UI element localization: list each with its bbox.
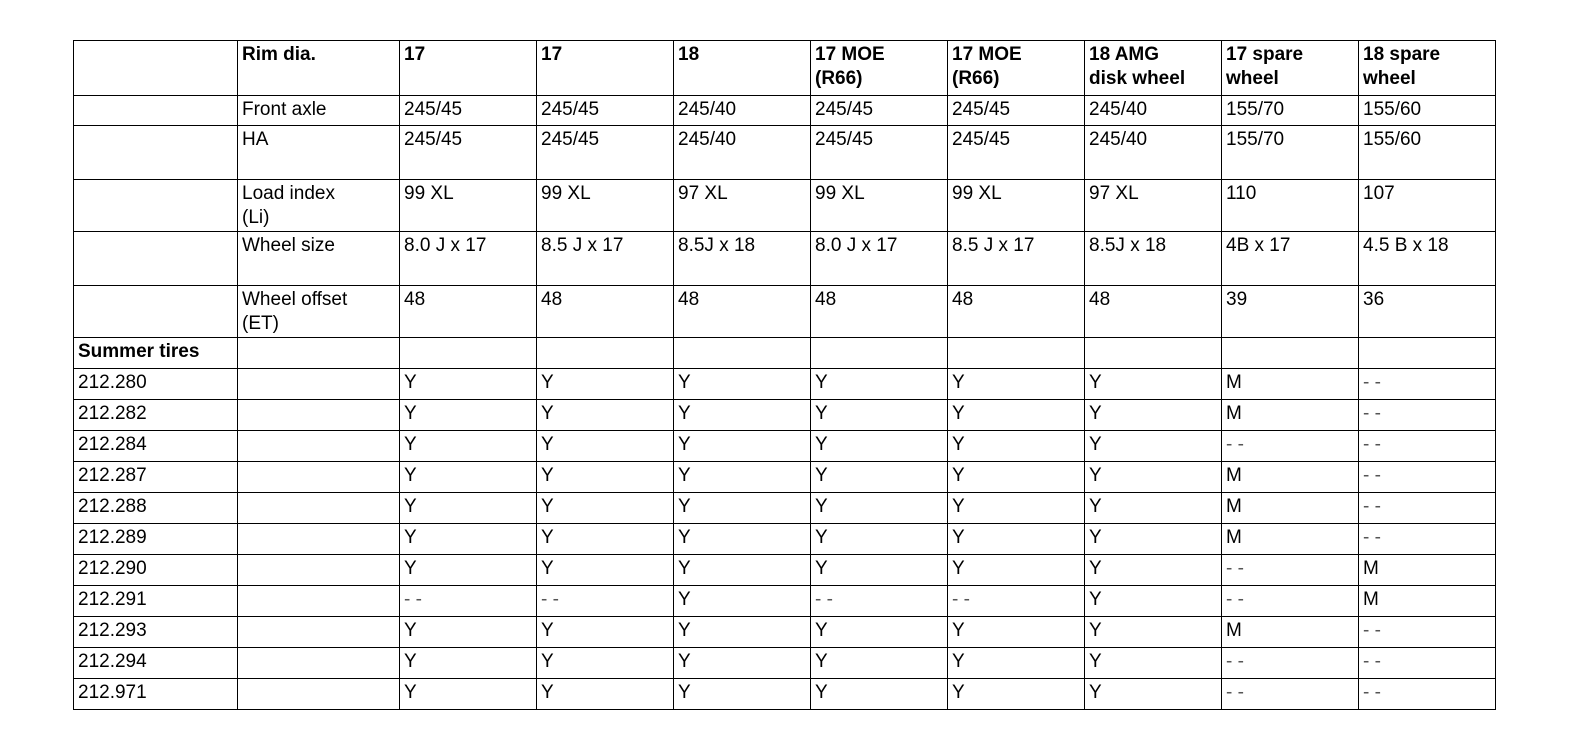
compatibility-cell: Y [811, 617, 948, 648]
column-header: 17 [400, 41, 537, 96]
spec-value: 155/70 [1222, 96, 1359, 126]
compatibility-cell: - - [1222, 555, 1359, 586]
compatibility-cell: Y [400, 648, 537, 679]
compatibility-cell: Y [674, 462, 811, 493]
compatibility-cell: Y [674, 617, 811, 648]
compatibility-cell: - - [811, 586, 948, 617]
spec-value: 8.5J x 18 [674, 232, 811, 286]
compatibility-cell: Y [400, 617, 537, 648]
empty-cell [811, 338, 948, 369]
compatibility-cell: Y [948, 400, 1085, 431]
table-row [74, 555, 1496, 586]
spec-row [74, 180, 1496, 232]
spec-value: 99 XL [537, 180, 674, 232]
compatibility-cell: Y [537, 462, 674, 493]
model-number: 212.294 [74, 648, 238, 679]
spec-value: 107 [1359, 180, 1496, 232]
compatibility-cell: Y [674, 400, 811, 431]
spec-value: 48 [400, 286, 537, 338]
empty-corner-cell [74, 41, 238, 96]
spec-value: 99 XL [400, 180, 537, 232]
compatibility-cell: M [1222, 462, 1359, 493]
empty-cell [74, 126, 238, 180]
compatibility-cell: Y [811, 648, 948, 679]
spec-row [74, 96, 1496, 126]
empty-cell [238, 338, 400, 369]
compatibility-cell: Y [674, 648, 811, 679]
compatibility-cell: Y [811, 400, 948, 431]
spec-value: 245/45 [537, 96, 674, 126]
table-header-row [74, 41, 1496, 96]
column-header: 18 AMG disk wheel [1085, 41, 1222, 96]
column-header: 17 MOE (R66) [948, 41, 1085, 96]
spec-value: 245/45 [400, 126, 537, 180]
compatibility-cell: Y [1085, 400, 1222, 431]
model-number: 212.290 [74, 555, 238, 586]
model-number: 212.280 [74, 369, 238, 400]
compatibility-cell: Y [948, 369, 1085, 400]
column-header: 18 spare wheel [1359, 41, 1496, 96]
spec-value: 245/40 [674, 96, 811, 126]
spec-value: 4B x 17 [1222, 232, 1359, 286]
spec-label: Front axle [238, 96, 400, 126]
empty-cell [238, 648, 400, 679]
empty-cell [74, 180, 238, 232]
compatibility-cell: - - [1222, 679, 1359, 710]
spec-value: 8.0 J x 17 [400, 232, 537, 286]
spec-value: 245/45 [400, 96, 537, 126]
spec-row [74, 232, 1496, 286]
compatibility-cell: Y [400, 679, 537, 710]
empty-cell [238, 431, 400, 462]
model-number: 212.971 [74, 679, 238, 710]
compatibility-cell: Y [948, 679, 1085, 710]
compatibility-cell: Y [948, 524, 1085, 555]
compatibility-cell: Y [1085, 555, 1222, 586]
spec-value: 245/45 [948, 96, 1085, 126]
compatibility-cell: Y [400, 555, 537, 586]
table-row [74, 493, 1496, 524]
compatibility-cell: Y [948, 431, 1085, 462]
compatibility-cell: - - [1359, 400, 1496, 431]
compatibility-cell: Y [537, 555, 674, 586]
compatibility-cell: Y [537, 648, 674, 679]
compatibility-cell: Y [1085, 431, 1222, 462]
compatibility-cell: M [1222, 524, 1359, 555]
section-label: Summer tires [74, 338, 238, 369]
compatibility-cell: - - [1359, 524, 1496, 555]
column-header: 17 spare wheel [1222, 41, 1359, 96]
empty-cell [238, 400, 400, 431]
compatibility-cell: Y [674, 524, 811, 555]
compatibility-cell: Y [948, 555, 1085, 586]
compatibility-cell: Y [400, 431, 537, 462]
empty-cell [674, 338, 811, 369]
spec-value: 245/40 [1085, 96, 1222, 126]
compatibility-cell: Y [400, 400, 537, 431]
empty-cell [238, 493, 400, 524]
spec-row [74, 126, 1496, 180]
empty-cell [74, 232, 238, 286]
compatibility-cell: - - [1359, 493, 1496, 524]
compatibility-cell: Y [400, 524, 537, 555]
spec-label: Wheel size [238, 232, 400, 286]
spec-value: 48 [537, 286, 674, 338]
compatibility-cell: Y [674, 679, 811, 710]
empty-cell [238, 462, 400, 493]
compatibility-cell: Y [1085, 648, 1222, 679]
table-row [74, 617, 1496, 648]
compatibility-cell: Y [537, 617, 674, 648]
compatibility-cell: Y [811, 493, 948, 524]
compatibility-cell: Y [1085, 493, 1222, 524]
compatibility-cell: Y [948, 617, 1085, 648]
spec-value: 97 XL [1085, 180, 1222, 232]
spec-value: 245/45 [537, 126, 674, 180]
column-header: 17 [537, 41, 674, 96]
empty-cell [537, 338, 674, 369]
model-number: 212.293 [74, 617, 238, 648]
compatibility-cell: Y [811, 431, 948, 462]
compatibility-cell: - - [1359, 431, 1496, 462]
compatibility-cell: - - [537, 586, 674, 617]
rim-diameter-label: Rim dia. [238, 41, 400, 96]
spec-value: 155/60 [1359, 96, 1496, 126]
empty-cell [238, 617, 400, 648]
spec-value: 110 [1222, 180, 1359, 232]
compatibility-cell: - - [1359, 679, 1496, 710]
compatibility-cell: Y [674, 493, 811, 524]
tire-compatibility-table [73, 40, 1496, 710]
compatibility-cell: Y [537, 400, 674, 431]
compatibility-cell: Y [1085, 679, 1222, 710]
spec-value: 8.5 J x 17 [948, 232, 1085, 286]
compatibility-cell: Y [1085, 462, 1222, 493]
compatibility-cell: Y [1085, 524, 1222, 555]
empty-cell [400, 338, 537, 369]
spec-value: 8.5 J x 17 [537, 232, 674, 286]
table-row [74, 586, 1496, 617]
compatibility-cell: Y [811, 555, 948, 586]
compatibility-cell: - - [1359, 462, 1496, 493]
compatibility-cell: - - [948, 586, 1085, 617]
spec-value: 97 XL [674, 180, 811, 232]
empty-cell [74, 286, 238, 338]
table-row [74, 431, 1496, 462]
compatibility-cell: M [1222, 400, 1359, 431]
table-row [74, 524, 1496, 555]
compatibility-cell: Y [948, 493, 1085, 524]
empty-cell [1222, 338, 1359, 369]
compatibility-cell: Y [811, 462, 948, 493]
compatibility-cell: Y [537, 431, 674, 462]
compatibility-cell: M [1222, 617, 1359, 648]
compatibility-cell: Y [537, 524, 674, 555]
compatibility-cell: M [1359, 555, 1496, 586]
table-row [74, 462, 1496, 493]
spec-value: 4.5 B x 18 [1359, 232, 1496, 286]
compatibility-cell: Y [400, 369, 537, 400]
compatibility-cell: Y [674, 369, 811, 400]
table-row [74, 679, 1496, 710]
compatibility-cell: Y [400, 493, 537, 524]
compatibility-cell: Y [811, 369, 948, 400]
table-row [74, 400, 1496, 431]
spec-value: 155/70 [1222, 126, 1359, 180]
spec-value: 155/60 [1359, 126, 1496, 180]
compatibility-cell: Y [811, 524, 948, 555]
compatibility-cell: - - [1222, 586, 1359, 617]
spec-value: 245/45 [811, 96, 948, 126]
spec-row [74, 286, 1496, 338]
column-header: 18 [674, 41, 811, 96]
compatibility-cell: Y [1085, 369, 1222, 400]
compatibility-cell: Y [948, 462, 1085, 493]
compatibility-cell: Y [537, 679, 674, 710]
table-row [74, 369, 1496, 400]
compatibility-cell: - - [1359, 369, 1496, 400]
empty-cell [238, 586, 400, 617]
model-number: 212.291 [74, 586, 238, 617]
compatibility-cell: M [1222, 369, 1359, 400]
compatibility-cell: Y [1085, 617, 1222, 648]
compatibility-cell: Y [674, 555, 811, 586]
empty-cell [74, 96, 238, 126]
spec-value: 8.5J x 18 [1085, 232, 1222, 286]
table-row [74, 648, 1496, 679]
compatibility-cell: Y [537, 493, 674, 524]
spec-label: Load index (Li) [238, 180, 400, 232]
compatibility-cell: Y [1085, 586, 1222, 617]
empty-cell [238, 679, 400, 710]
spec-value: 39 [1222, 286, 1359, 338]
model-number: 212.284 [74, 431, 238, 462]
spec-value: 245/40 [674, 126, 811, 180]
empty-cell [1359, 338, 1496, 369]
compatibility-cell: - - [1359, 617, 1496, 648]
empty-cell [238, 369, 400, 400]
compatibility-cell: - - [400, 586, 537, 617]
column-header: 17 MOE (R66) [811, 41, 948, 96]
model-number: 212.289 [74, 524, 238, 555]
spec-value: 8.0 J x 17 [811, 232, 948, 286]
spec-value: 99 XL [811, 180, 948, 232]
spec-value: 245/45 [811, 126, 948, 180]
empty-cell [238, 524, 400, 555]
compatibility-cell: Y [674, 586, 811, 617]
compatibility-cell: M [1222, 493, 1359, 524]
empty-cell [948, 338, 1085, 369]
spec-value: 99 XL [948, 180, 1085, 232]
model-number: 212.282 [74, 400, 238, 431]
model-number: 212.288 [74, 493, 238, 524]
spec-value: 48 [811, 286, 948, 338]
compatibility-cell: - - [1222, 431, 1359, 462]
spec-label: HA [238, 126, 400, 180]
spec-value: 48 [948, 286, 1085, 338]
compatibility-cell: M [1359, 586, 1496, 617]
spec-value: 48 [674, 286, 811, 338]
model-number: 212.287 [74, 462, 238, 493]
section-row [74, 338, 1496, 369]
empty-cell [238, 555, 400, 586]
compatibility-cell: Y [811, 679, 948, 710]
compatibility-cell: - - [1222, 648, 1359, 679]
compatibility-cell: Y [674, 431, 811, 462]
spec-value: 245/45 [948, 126, 1085, 180]
compatibility-cell: - - [1359, 648, 1496, 679]
compatibility-cell: Y [948, 648, 1085, 679]
spec-value: 48 [1085, 286, 1222, 338]
spec-label: Wheel offset (ET) [238, 286, 400, 338]
compatibility-cell: Y [537, 369, 674, 400]
empty-cell [1085, 338, 1222, 369]
spec-value: 245/40 [1085, 126, 1222, 180]
compatibility-cell: Y [400, 462, 537, 493]
spec-value: 36 [1359, 286, 1496, 338]
